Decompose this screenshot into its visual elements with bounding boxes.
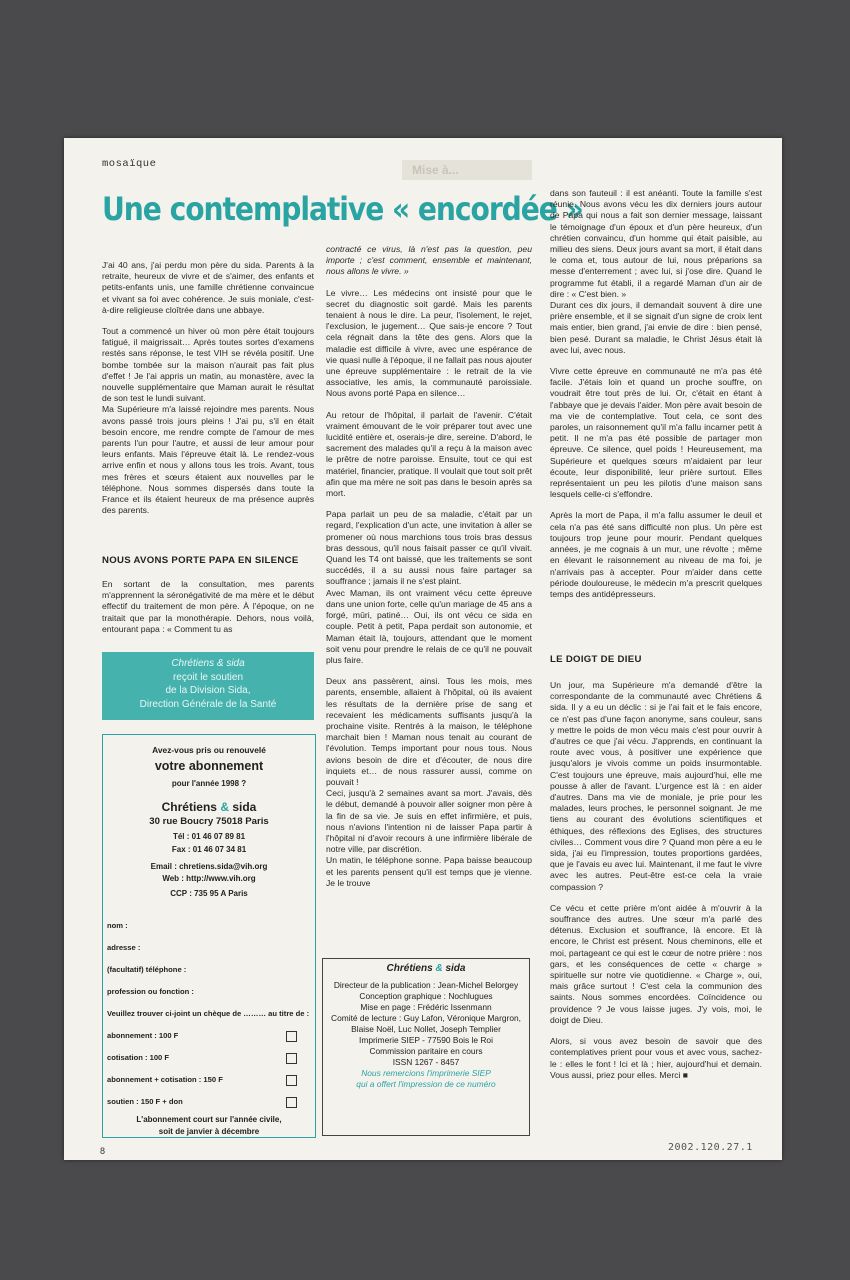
checkbox[interactable] bbox=[286, 1097, 297, 1108]
col3-paragraph: Un jour, ma Supérieure m'a demandé d'être la correspondante de la communauté avec Chrétiens & sida. Il y a eu un déclic : si je l'ai fait et le fais encore, ce n'est pas d'une façon anonyme, sans couleur, sans y mettre le poids de mon vécu mais c'est pour ouvrir à d'autres ce que j'ai vécu. J'apprends, en continuant la route avec vous, à positiver une expérience que jusqu'alors je vivois comme un poids insurmontable. C'est toujours une épreuve, mais aujourd'hui, elle me pousse à aller de l'avant. L'urgence est là : en aider d'autres. Dans ma vie de moniale, je prie pour les malades, leurs proches, le personnel soignant. Je me tiens au courant des évolutions scientifiques et éthiques, des réflexions des Eglises, des structures civiles… Comment vous dire ? Quand mon père a eu le sida, j'ai eu l'impression, toutes proportions gardées, que je l'avais eu avec lui. Maintenant, il me faut le vivre avec les autres. Peut-être est-ce cela la vraie compassion ? bbox=[550, 680, 762, 892]
credits-thanks: qui a offert l'impression de ce numéro bbox=[356, 1079, 496, 1089]
col2-paragraph: Ceci, jusqu'à 2 semaines avant sa mort. J'avais, dès le début, demandé à pouvoir aller soigner mon père à la fin de sa vie. Je suis en effet infirmière, et puis, nous n'avions l'intention ni de laisser Papa partir à l'hôpital ni d'avoir recours à une infirmière libérale de notre ville, par discrétion. bbox=[326, 788, 532, 855]
option-label: abonnement + cotisation : 150 F bbox=[107, 1075, 223, 1084]
col3-paragraph: Ce vécu et cette prière m'ont aidée à m'ouvrir à la souffrance des autres. Une sœur m'a parlé des détenus. Exclusion et souffrance, là encore. Et là encore, le Christ est présent. Nous cheminons, elle et moi, partageant ce qui est le cœur de notre prière : nos gars, et les conséquences de cette « charge » spirituelle sur notre vie quotidienne. « Charge », oui, mais grâce surtout ! C'est cela la communion des saints. Nous sommes encordées. Coïncidence ou providence ? Je vous laisse juges. J'y vois, moi, le doigt de Dieu. bbox=[550, 902, 762, 1025]
col2-paragraph: Avec Maman, ils ont vraiment vécu cette épreuve dans une union forte, celle qu'un mariage de 45 ans a forgé, mûri, patiné… Oui, ils ont vécu ce sida en couple. Petit à petit, Papa perdait son autonomie, et Maman était là, toujours, attendant que le moment soit venu pour prendre le relais de ce qu'il ne pouvait plus faire. bbox=[326, 587, 532, 665]
option-subscription[interactable] bbox=[107, 1031, 311, 1040]
option-label: abonnement : 100 F bbox=[107, 1031, 179, 1040]
sponsor-line: Chrétiens & sida bbox=[171, 658, 245, 669]
col2-paragraph: Un matin, le téléphone sonne. Papa baisse beaucoup et les parents pensent qu'il est temps que je vienne. Je le trouve bbox=[326, 855, 532, 888]
credits-line: Commission paritaire en cours bbox=[369, 1046, 483, 1056]
form-web: Web : http://www.vih.org bbox=[162, 874, 256, 883]
credits-line: Comité de lecture : Guy Lafon, Véronique Margron, bbox=[331, 1013, 521, 1023]
article-title: Une contemplative « encordée » bbox=[102, 190, 583, 228]
page-number: 8 bbox=[100, 1146, 106, 1156]
credits-line: Directeur de la publication : Jean-Michel Belorgey bbox=[333, 980, 519, 990]
checkbox[interactable] bbox=[286, 1075, 297, 1086]
org-ampersand: & bbox=[435, 963, 443, 974]
sponsor-box bbox=[102, 652, 314, 720]
form-field-name[interactable]: nom : bbox=[107, 921, 128, 930]
form-address: 30 rue Boucry 75018 Paris bbox=[149, 816, 269, 827]
form-question: Avez-vous pris ou renouvelé bbox=[152, 745, 266, 755]
option-label: soutien : 150 F + don bbox=[107, 1097, 183, 1106]
faint-bleed-header: Mise à... bbox=[402, 160, 532, 180]
col3-paragraph: Après la mort de Papa, il m'a fallu assumer le deuil et cela n'a pas été sans difficulté non plus. Un père est toujours trop jeune pour mourir. Pendant quelques années, je me cognais à un mur, une révolte ; même en élevant le raisonnement au niveau de ma foi, je n'arrivais pas à accepter. Pour m'aider dans cette période douloureuse, le médecin m'a prescrit quelques temps des antidépresseurs. bbox=[550, 510, 762, 599]
form-email: Email : chretiens.sida@vih.org bbox=[150, 862, 268, 871]
option-label: cotisation : 100 F bbox=[107, 1053, 170, 1062]
col1-paragraph: J'ai 40 ans, j'ai perdu mon père du sida. Parents à la retraite, heureux de vivre et de s'aimer, des enfants et petits-enfants unis, une famille chrétienne convaincue et vivant sa foi avec cohérence. Je suis moniale, c'est-à-dire religieuse cloîtrée dans une abbaye. bbox=[102, 260, 314, 315]
section-heading-doigt: LE DOIGT DE DIEU bbox=[550, 654, 642, 665]
form-field-profession[interactable]: profession ou fonction : bbox=[107, 987, 194, 996]
org-ampersand: & bbox=[220, 800, 229, 814]
col2-paragraph: Deux ans passèrent, ainsi. Tous les mois, mes parents, ensemble, allaient à l'hôpital, où ils avaient les résultats de la dernière prise de sang et recevaient les médicaments suffisants jusqu'à la prochaine visite. Rentrés à la maison, le téléphone marchait bien ! Maman nous tenait au courant de l'évolution. Temps important pour nous tous. Nous avions besoin de dire et d'écouter, de nous dire inquiets et… de nous rassurer aussi, comme on pouvait ! bbox=[326, 676, 532, 787]
credits-box bbox=[322, 958, 530, 1136]
col1-paragraph: Tout a commencé un hiver où mon père était toujours fatigué, il maigrissait… Après toutes sortes d'examens restés sans réponse, le test VIH se révéla positif. Une bombe tombée sur la maison n'aurait pas fait plus d'effet ! Je l'ai appris un matin, au monastère, avec la nouvelle supplémentaire que Maman aurait le résultat de son test le lundi suivant. bbox=[102, 326, 314, 404]
form-org-name bbox=[103, 800, 315, 814]
section-label: mosaïque bbox=[102, 158, 157, 170]
sponsor-line: de la Division Sida, bbox=[165, 685, 251, 696]
col1-paragraph-consultation bbox=[102, 579, 314, 645]
form-tel: Tél : 01 46 07 89 81 bbox=[172, 832, 246, 841]
sponsor-line: Direction Générale de la Santé bbox=[139, 698, 277, 710]
checkbox[interactable] bbox=[286, 1053, 297, 1064]
form-field-phone[interactable]: (facultatif) téléphone : bbox=[107, 965, 187, 974]
magazine-page bbox=[64, 138, 782, 1160]
credits-line: ISSN 1267 - 8457 bbox=[392, 1057, 460, 1067]
credits-line: Conception graphique : Nochlugues bbox=[359, 991, 493, 1001]
col3-paragraph: Durant ces dix jours, il demandait souvent à dire une prière ensemble, et il se signait d'un signe de croix lent mais entier, bien grand, j'ai envie de dire : bien pensé, bien pesé. Durant sa maladie, le Christ Jésus était là avec lui, avec nous. bbox=[550, 300, 762, 355]
col3-paragraph: Vivre cette épreuve en communauté ne m'a pas été facile. J'étais loin et quand un proche souffre, on voudrait être tout près de lui. Or, c'était en étant à l'abbaye que je devais l'aider. Mon père avait besoin de ma vie de contemplative. Tout cela, ce sont des paroles, un raisonnement qu'il m'a fallu incarner petit à petit. Il ne m'a pas été possible de partager mon épreuve. Ce silence, quel poids ! Heureusement, ma Supérieure et quelques sœurs m'aidaient par leur écoute, leur disponibilité, leur prière surtout. Elles représentaient un peu les pilotis d'une maison sans lesquels celle-ci s'effondre. bbox=[550, 366, 762, 500]
option-support[interactable] bbox=[107, 1097, 311, 1106]
credits-thanks: Nous remercions l'imprimerie SIEP bbox=[361, 1068, 491, 1078]
col1-paragraph: Ma Supérieure m'a laissé rejoindre mes parents. Nous avons passé trois jours pleins ! J'ai pu, s'il en était besoin encore, me rendre compte de l'amour de mes parents l'un pour l'autre, et aussi de leur amour pour leurs enfants. Mais l'épreuve était là. Le rendez-vous arrive enfin et nous y allons tous les trois. Avant, tous mes frères et sœurs étaient aux nouvelles par le téléphone. Nous sommes dispersés dans toute la France et ils étaient heureux de ma présence auprès des parents. bbox=[102, 404, 314, 516]
archive-stamp: 2002.120.27.1 bbox=[668, 1142, 753, 1153]
form-cheque-line: Veuillez trouver ci-joint un chèque de ……… au titre de : bbox=[107, 1009, 310, 1018]
col2-paragraph: Le vivre… Les médecins ont insisté pour que le secret du diagnostic soit gardé. Mais les parents tenaient à nous le dire. La peur, l'isolement, le rejet, l'exclusion, le jugement… Que sais-je encore ? Tout cela régnait dans la tête des gens. Alors que la maladie est difficile à vivre, avec une espérance de vie quasi nulle à l'époque, il ne fallait pas nous ajouter une épreuve supplémentaire : le retrait de la vie associative, les amis, la communauté paroissiale. Nous avons porté Papa en silence… bbox=[326, 287, 532, 399]
form-footer-2: soit de janvier à décembre bbox=[158, 1127, 260, 1136]
form-ccp: CCP : 735 95 A Paris bbox=[170, 889, 248, 898]
col3-paragraph: Alors, si vous avez besoin de savoir que des contemplatives prient pour vous et avec vous, sachez-le : elles le font ! Ici et là ; hier, aujourd'hui et demain. Vous aussi, priez pour elles. Merci ■ bbox=[550, 1036, 762, 1080]
form-field-address[interactable]: adresse : bbox=[107, 943, 141, 952]
col2-paragraph: Au retour de l'hôpital, il parlait de l'avenir. C'était vraiment émouvant de le voir préparer tout avec une lucidité entière et, oserais-je dire, sereine. D'abord, le sacrement des malades qu'il a reçu à la maison avec le prêtre de notre paroisse. Ensuite, tout ce qui est matériel, financier, pratique. Il voulait que tout soit prêt afin que ma mère ne soit pas dans le besoin après sa mort. bbox=[326, 409, 532, 499]
section-heading-silence: NOUS AVONS PORTE PAPA EN SILENCE bbox=[102, 555, 299, 566]
option-combined[interactable] bbox=[107, 1075, 311, 1084]
sponsor-line: reçoit le soutien bbox=[172, 671, 244, 683]
option-membership[interactable] bbox=[107, 1053, 311, 1062]
col3-paragraph: dans son fauteuil : il est anéanti. Toute la famille s'est réunie. Nous avons vécu les dix derniers jours autour de Papa qui nous a fait son dernier message, laissant le témoignage d'un époux et d'un père heureux, d'un chrétien convaincu, d'un homme qui était paisible, au milieu des siens. Deux jours avant sa mort, il était dans le coma et, tous autour de lui, nous préparions sa messe d'enterrement ; avec lui, si j'ose dire. Quand le programme fut établi, il a regardé Maman d'un air de dire : « C'est bien. » bbox=[550, 188, 762, 299]
form-footer-1: L'abonnement court sur l'année civile, bbox=[136, 1115, 282, 1124]
form-year: pour l'année 1998 ? bbox=[171, 779, 247, 788]
credits-line: Blaise Noël, Luc Nollet, Joseph Templier bbox=[351, 1024, 501, 1034]
credits-title bbox=[323, 963, 529, 974]
column-2 bbox=[326, 244, 532, 899]
form-headline: votre abonnement bbox=[154, 759, 264, 773]
form-fax: Fax : 01 46 07 34 81 bbox=[171, 845, 247, 854]
col1-paragraph: En sortant de la consultation, mes parents m'apprennent la séronégativité de ma mère et le début effectif du traitement de mon père. À l'époque, on ne traitait que par la monothérapie. Dehors, nous voilà, entourant papa : « Comment tu as bbox=[102, 579, 314, 634]
column-1 bbox=[102, 260, 314, 526]
column-3 bbox=[550, 188, 762, 610]
checkbox[interactable] bbox=[286, 1031, 297, 1042]
column-3-continued bbox=[550, 680, 762, 1091]
org-name-part: Chrétiens bbox=[386, 963, 433, 974]
subscription-form bbox=[102, 734, 316, 1138]
org-name-part: sida bbox=[232, 800, 257, 814]
credits-line: Mise en page : Frédéric Issenmann bbox=[360, 1002, 492, 1012]
org-name-part: Chrétiens bbox=[161, 800, 217, 814]
col2-quote: contracté ce virus, là n'est pas la question, peu importe ; c'est comment, ensemble et maintenant, nous allons le vivre. » bbox=[326, 244, 532, 277]
org-name-part: sida bbox=[445, 963, 466, 974]
credits-line: Imprimerie SIEP - 77590 Bois le Roi bbox=[359, 1035, 493, 1045]
col2-paragraph: Papa parlait un peu de sa maladie, c'était par un regard, l'explication d'un acte, une invitation à aller se promener où nous marchions tous trois bras dessus bras dessous, qu'il nous faisait passer ce qu'il vivait. Quand les T4 ont baissé, que les traitements se sont succédés, il a su aussi nous faire partager sa souffrance ; jamais il ne s'est plaint. bbox=[326, 509, 532, 587]
